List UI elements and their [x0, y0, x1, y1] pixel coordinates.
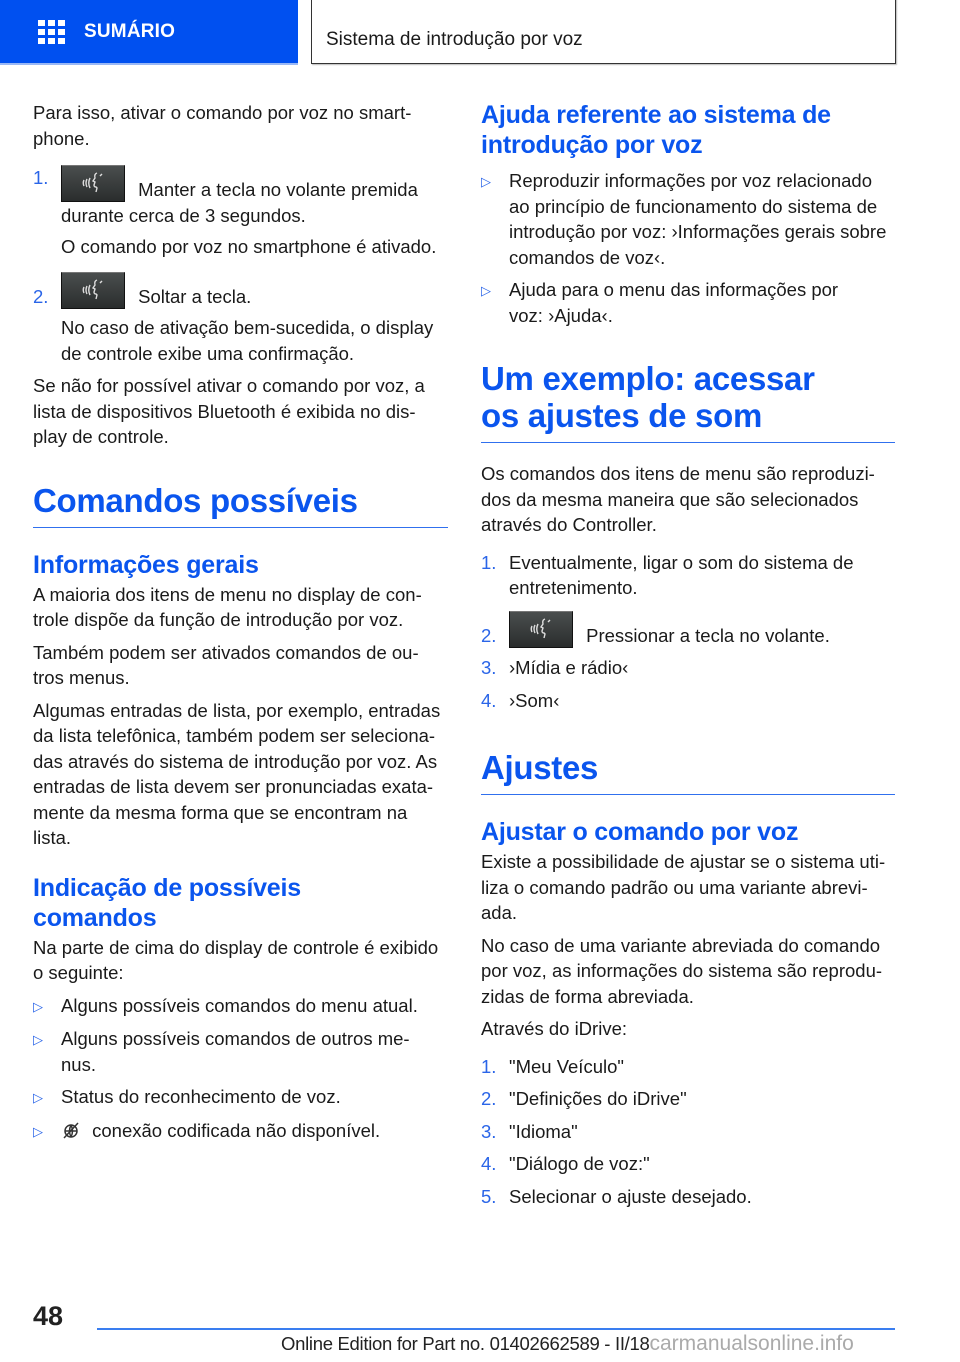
- step-item: [481, 688, 895, 714]
- heading-exemplo: Um exemplo: acessar os ajustes de som: [481, 360, 895, 443]
- step-item: [33, 165, 448, 260]
- page-number: 48: [33, 1301, 64, 1331]
- step-text: Pressionar a tecla no volante.: [586, 624, 830, 646]
- grid-icon: [38, 20, 66, 44]
- step-item: [481, 550, 895, 601]
- general-paragraph: A maioria dos itens de menu no display de con-trole dispõe da função de introdução por voz.: [33, 583, 422, 630]
- step-item: [33, 272, 448, 367]
- bullet-item: [33, 1084, 448, 1111]
- heading-informacoes-gerais: Informações gerais: [33, 550, 259, 579]
- step-text: Manter a tecla no volante premida durante cerca de 3 segundos.: [61, 179, 418, 226]
- left-column: [33, 100, 448, 1153]
- step-result: No caso de ativação bem-sucedida, o display de controle exibe uma confirmação.: [61, 317, 434, 364]
- bullet-item: [33, 993, 448, 1020]
- footer-edition: [281, 1332, 854, 1356]
- bullet-item: [33, 1118, 448, 1147]
- fallback-text: Se não for possível ativar o comando por voz, a lista de dispositivos Bluetooth é exibida no dis-play de controle.: [33, 375, 425, 447]
- step-item: [481, 655, 895, 681]
- bullet-text: Status do reconhecimento de voz.: [61, 1086, 341, 1107]
- adjust-paragraph: Através do iDrive:: [481, 1018, 627, 1039]
- voice-key-icon: [509, 611, 573, 648]
- heading-ajuda: Ajuda referente ao sistema de introdução por voz: [481, 101, 831, 159]
- triangle-bullet-icon: ▷: [33, 1090, 43, 1105]
- adjust-paragraph: Existe a possibilidade de ajustar se o sistema uti-liza o comando padrão ou uma variante abrevi-ada.: [481, 851, 886, 923]
- triangle-bullet-icon: ▷: [33, 1123, 43, 1139]
- step-number: 1.: [481, 551, 497, 573]
- bullet-text: Alguns possíveis comandos do menu atual.: [61, 994, 418, 1016]
- step-text: "Meu Veículo": [509, 1055, 624, 1077]
- heading-ajustar-comando: Ajustar o comando por voz: [481, 818, 799, 846]
- watermark[interactable]: carmanualsonline.info: [649, 1332, 854, 1355]
- step-item: [481, 1119, 895, 1145]
- bullet-text: Ajuda para o menu das informações por voz: ›Ajuda‹.: [509, 279, 839, 326]
- step-number: 4.: [481, 689, 497, 711]
- step-item: [481, 1184, 895, 1210]
- section-title: Sistema de introdução por voz: [326, 29, 583, 50]
- step-item: [481, 1151, 895, 1177]
- step-number: 1.: [33, 167, 49, 188]
- toc-label: SUMÁRIO: [84, 20, 176, 42]
- bullet-text: conexão codificada não disponível.: [92, 1119, 381, 1141]
- section-title-tab[interactable]: [311, 0, 896, 64]
- heading-ajustes: Ajustes: [481, 749, 895, 795]
- heading-indicacao-comandos: Indicação de possíveis comandos: [33, 873, 301, 932]
- toc-button[interactable]: [0, 0, 298, 65]
- step-number: 3.: [481, 657, 497, 678]
- example-intro: Os comandos dos itens de menu são reproduzi-dos da mesma maneira que são selecionados através do Controller.: [481, 463, 875, 535]
- step-item: [481, 1086, 895, 1112]
- adjust-paragraph: No caso de uma variante abreviada do comando por voz, as informações do sistema são reprodu-zidas de forma abreviada.: [481, 934, 883, 1007]
- heading-comandos-possiveis: Comandos possíveis: [33, 482, 448, 528]
- step-result: O comando por voz no smartphone é ativado.: [61, 236, 437, 257]
- bullet-item: [481, 277, 895, 328]
- triangle-bullet-icon: ▷: [481, 174, 491, 189]
- general-paragraph: Algumas entradas de lista, por exemplo, entradas da lista telefônica, também podem ser seleciona-das através do sistema de introdução por voz. As entradas de lista devem ser pronunciadas exata-mente da mesma forma que se encontram na lista.: [33, 699, 441, 848]
- step-text: ›Som‹: [509, 689, 560, 711]
- step-text: "Idioma": [509, 1120, 578, 1142]
- intro-text: Para isso, ativar o comando por voz no smart-phone.: [33, 102, 412, 149]
- step-number: 2.: [33, 285, 49, 307]
- footer-divider: [97, 1328, 895, 1330]
- general-paragraph: Também podem ser ativados comandos de ou-tros menus.: [33, 641, 419, 688]
- bullet-item: [481, 168, 895, 270]
- step-number: 4.: [481, 1153, 497, 1174]
- step-number: 2.: [481, 1088, 497, 1109]
- step-text: Soltar a tecla.: [138, 285, 252, 307]
- step-text: "Definições do iDrive": [509, 1088, 687, 1109]
- step-text: Selecionar o ajuste desejado.: [509, 1185, 752, 1207]
- step-item: [481, 1054, 895, 1080]
- step-text: "Diálogo de voz:": [509, 1153, 650, 1174]
- step-number: 5.: [481, 1185, 497, 1207]
- step-number: 1.: [481, 1055, 497, 1077]
- voice-key-icon: [61, 165, 125, 202]
- edition-text: Online Edition for Part no. 01402662589 - II/18: [281, 1333, 650, 1354]
- step-number: 2.: [481, 624, 497, 646]
- right-column: [481, 100, 895, 1216]
- step-item: [481, 611, 895, 649]
- step-text: ›Mídia e rádio‹: [509, 657, 629, 678]
- encryption-unavailable-icon: [61, 1120, 81, 1147]
- voice-key-icon: [61, 272, 125, 309]
- triangle-bullet-icon: ▷: [481, 283, 491, 298]
- step-text: Eventualmente, ligar o som do sistema de entretenimento.: [509, 551, 854, 598]
- bullet-item: [33, 1026, 448, 1077]
- indication-intro: Na parte de cima do display de controle é exibido o seguinte:: [33, 936, 439, 983]
- triangle-bullet-icon: ▷: [33, 1032, 43, 1047]
- step-number: 3.: [481, 1120, 497, 1142]
- bullet-text: Alguns possíveis comandos de outros me-nus.: [61, 1028, 410, 1075]
- triangle-bullet-icon: ▷: [33, 998, 43, 1014]
- bullet-text: Reproduzir informações por voz relacionado ao princípio de funcionamento do sistema de introdução por voz: ›Informações gerais sobre comandos de voz‹.: [509, 170, 887, 268]
